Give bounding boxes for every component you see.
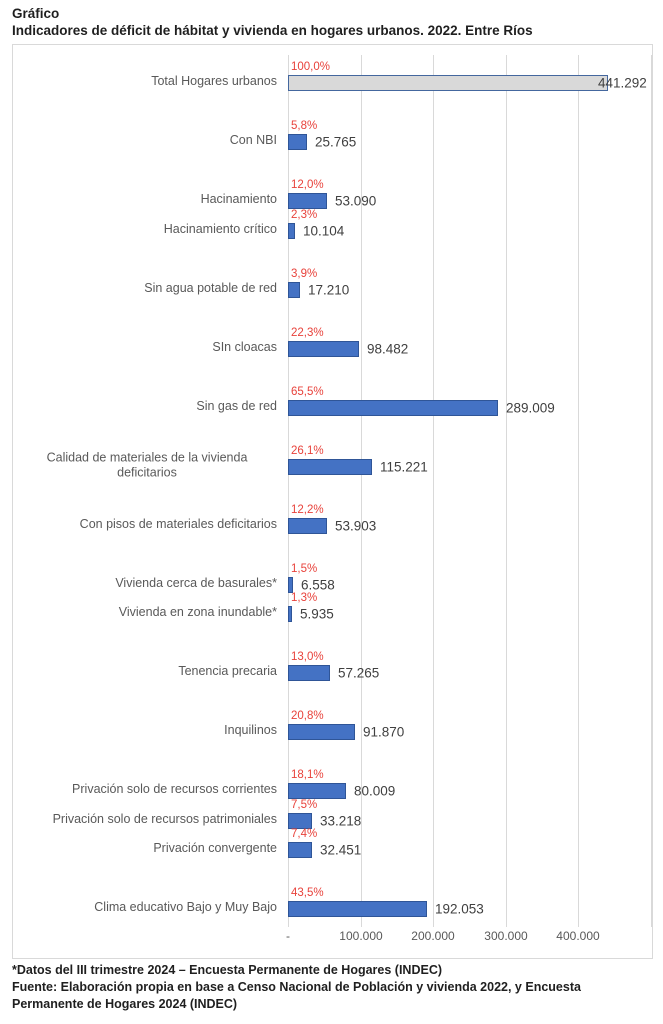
value-label: 33.218 <box>320 813 362 828</box>
footnote-line-1: *Datos del III trimestre 2024 – Encuesta Permanente de Hogares (INDEC) <box>12 963 443 977</box>
value-label: 289.009 <box>506 400 555 415</box>
category-label: Calidad de materiales de la vivienda deficitarios <box>46 449 248 480</box>
bar <box>288 783 346 799</box>
bar <box>288 193 327 209</box>
bar <box>288 813 312 829</box>
category-label: Con pisos de materiales deficitarios <box>79 516 277 531</box>
percent-label: 1,3% <box>291 592 318 604</box>
percent-label: 3,9% <box>291 267 318 280</box>
value-label: 441.292 <box>598 75 647 91</box>
value-label: 5.935 <box>300 606 334 622</box>
value-label: 192.053 <box>435 901 484 917</box>
percent-label: 7,4% <box>291 828 318 840</box>
bar <box>288 518 327 534</box>
value-label: 10.104 <box>303 223 345 238</box>
plot-area <box>12 44 653 959</box>
gridline <box>578 55 579 927</box>
bar <box>288 223 295 239</box>
category-label: Tenencia precaria <box>178 664 277 679</box>
bar <box>288 400 498 416</box>
gridline <box>506 55 507 927</box>
bar <box>288 341 359 357</box>
category-label: Sin gas de red <box>196 398 277 413</box>
bar <box>288 842 312 858</box>
percent-label: 65,5% <box>291 385 324 398</box>
percent-label: 100,0% <box>291 61 331 73</box>
percent-label: 22,3% <box>291 326 324 339</box>
value-label: 80.009 <box>354 783 396 799</box>
chart-subtitle: Indicadores de déficit de hábitat y vivienda en hogares urbanos. 2022. Entre Ríos <box>12 23 533 38</box>
category-label: Hacinamiento crítico <box>163 221 277 236</box>
category-label: Con NBI <box>229 133 277 148</box>
category-label: Total Hogares urbanos <box>151 74 277 89</box>
x-axis-tick-label: 400.000 <box>556 929 600 943</box>
gridline <box>433 55 434 927</box>
category-label: Vivienda cerca de basurales* <box>115 575 277 590</box>
bar <box>288 459 372 475</box>
percent-label: 5,8% <box>291 120 318 132</box>
bar <box>288 282 300 298</box>
percent-label: 13,0% <box>291 651 324 663</box>
category-label: Inquilinos <box>224 723 277 738</box>
category-label: Hacinamiento <box>200 192 277 207</box>
category-label: Sin agua potable de red <box>144 280 277 295</box>
category-label: Privación convergente <box>153 841 277 856</box>
value-label: 17.210 <box>308 282 350 297</box>
percent-label: 7,5% <box>291 798 318 811</box>
value-label: 91.870 <box>363 724 405 740</box>
x-axis-tick-label: 200.000 <box>411 929 455 943</box>
value-label: 57.265 <box>338 665 380 681</box>
value-label: 32.451 <box>320 842 362 858</box>
x-axis-tick-label: 100.000 <box>339 929 383 943</box>
percent-label: 12,0% <box>291 179 324 191</box>
value-label: 53.090 <box>335 193 377 209</box>
category-label: Privación solo de recursos patrimoniales <box>52 811 277 826</box>
percent-label: 43,5% <box>291 887 324 899</box>
x-axis-tick-label: 300.000 <box>484 929 528 943</box>
value-label: 25.765 <box>315 134 357 150</box>
category-label: Vivienda en zona inundable* <box>118 605 277 620</box>
bar <box>288 75 608 91</box>
bar <box>288 901 427 917</box>
x-axis-tick-label: - <box>286 929 290 943</box>
percent-label: 1,5% <box>291 562 318 575</box>
footnote <box>12 962 652 1013</box>
bar <box>288 724 355 740</box>
footnote-line-2: Fuente: Elaboración propia en base a Censo Nacional de Población y vivienda 2022, y Encuesta <box>12 980 581 994</box>
footnote-line-3: Permanente de Hogares 2024 (INDEC) <box>12 997 238 1011</box>
gridline <box>651 55 652 927</box>
value-label: 115.221 <box>380 459 428 474</box>
chart-title: Gráfico <box>12 6 60 21</box>
category-label: SIn cloacas <box>212 339 277 354</box>
bar <box>288 665 330 681</box>
value-label: 98.482 <box>367 341 409 356</box>
category-label: Privación solo de recursos corrientes <box>72 782 277 797</box>
bar <box>288 577 293 593</box>
percent-label: 12,2% <box>291 503 324 516</box>
percent-label: 26,1% <box>291 444 324 457</box>
category-label: Clima educativo Bajo y Muy Bajo <box>94 900 277 915</box>
bar <box>288 134 307 150</box>
percent-label: 20,8% <box>291 710 324 722</box>
value-label: 6.558 <box>301 577 335 592</box>
percent-label: 2,3% <box>291 208 318 221</box>
bar <box>288 606 292 622</box>
percent-label: 18,1% <box>291 769 324 781</box>
value-label: 53.903 <box>335 518 377 533</box>
